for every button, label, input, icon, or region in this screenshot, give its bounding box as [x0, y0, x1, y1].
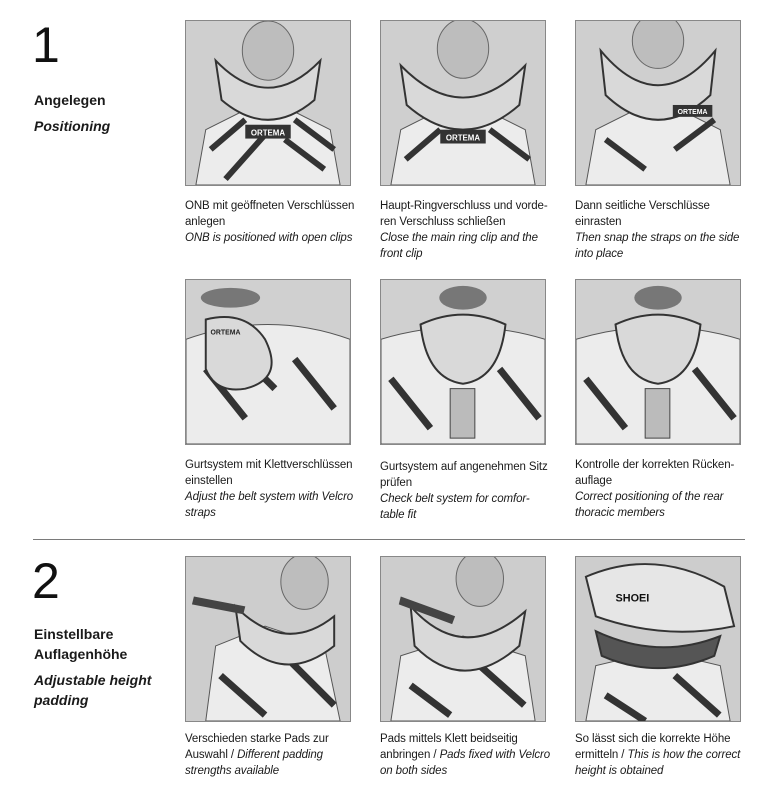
caption-en: Correct positioning of the rear thoracic members: [575, 491, 724, 519]
caption-en: This is how the correct height is obtained: [575, 749, 741, 777]
section-1-title-en: Positioning: [34, 118, 111, 134]
photo-correct-height: [575, 556, 741, 722]
photo-illustration: [186, 280, 350, 444]
section-divider: [33, 539, 745, 540]
section-1-number: 1: [32, 17, 60, 73]
photo-illustration: [381, 557, 545, 721]
caption-step-4: [185, 457, 357, 521]
caption-separator: /: [227, 749, 238, 761]
caption-de: Pads mittels Klett beidseitig anbringen: [380, 733, 518, 761]
caption-de: Kontrolle der korrekten Rücken-auflage: [575, 459, 735, 487]
caption-de: ONB mit geöffneten Verschlüssen anlegen: [185, 200, 355, 228]
photo-illustration: [381, 280, 545, 444]
photo-illustration: [186, 557, 350, 721]
photo-rear-positioning: [575, 279, 741, 445]
svg-text:ORTEMA: ORTEMA: [677, 108, 708, 116]
caption-step-1: [185, 198, 357, 246]
section-1-title-de: Angelegen: [34, 92, 106, 108]
caption-separator: /: [618, 749, 628, 761]
caption-de: Gurtsystem mit Klettverschlüssen einstellen: [185, 459, 353, 487]
section-2-number: 2: [32, 553, 60, 609]
caption-step-2: [380, 198, 552, 262]
caption-en: ONB is positioned with open clips: [185, 232, 353, 244]
photo-check-belt-fit: [380, 279, 546, 445]
caption-en: Then snap the straps on the side into place: [575, 232, 740, 260]
photo-illustration: [186, 21, 350, 185]
svg-text:SHOEI: SHOEI: [615, 592, 650, 605]
section-2-title-de-line2: Auflagenhöhe: [34, 646, 128, 662]
photo-onb-open-clips: [185, 20, 351, 186]
caption-step-5: [380, 459, 552, 523]
caption-de: So lässt sich die korrekte Höhe ermitteln: [575, 733, 731, 761]
photo-illustration: [381, 21, 545, 185]
caption-en: Pads fixed with Velcro on both sides: [380, 749, 551, 777]
photo-pads-velcro: [380, 556, 546, 722]
section-2-title-en-line1: Adjustable height: [34, 672, 152, 688]
caption-de: Verschieden starke Pads zur Auswahl: [185, 733, 329, 761]
photo-belt-velcro: [185, 279, 351, 445]
section-2-title-de-line1: Einstellbare: [34, 626, 114, 642]
svg-text:ORTEMA: ORTEMA: [445, 133, 481, 143]
caption-de: Gurtsystem auf angenehmen Sitz prüfen: [380, 461, 548, 489]
photo-illustration: [576, 280, 740, 444]
section-2-title-en-line2: padding: [34, 692, 89, 708]
photo-illustration: [576, 21, 740, 185]
caption-en: Adjust the belt system with Velcro straps: [185, 491, 354, 519]
svg-text:ORTEMA: ORTEMA: [250, 128, 286, 138]
svg-text:ORTEMA: ORTEMA: [210, 329, 241, 337]
caption-step-6: [575, 457, 747, 521]
caption-en: Check belt system for comfor-table fit: [380, 493, 530, 521]
photo-illustration: [576, 557, 740, 721]
caption-de: Dann seitliche Verschlüsse einrasten: [575, 200, 710, 228]
caption-step-8: [380, 731, 552, 779]
caption-step-7: [185, 731, 357, 779]
photo-close-main-clip: [380, 20, 546, 186]
photo-pad-strengths: [185, 556, 351, 722]
caption-separator: /: [430, 749, 440, 761]
photo-snap-side-straps: [575, 20, 741, 186]
caption-de: Haupt-Ringverschluss und vorde-ren Verschluss schließen: [380, 200, 548, 228]
caption-step-9: [575, 731, 747, 779]
caption-step-3: [575, 198, 747, 262]
caption-en: Different padding strengths available: [185, 749, 323, 777]
caption-en: Close the main ring clip and the front clip: [380, 232, 538, 260]
